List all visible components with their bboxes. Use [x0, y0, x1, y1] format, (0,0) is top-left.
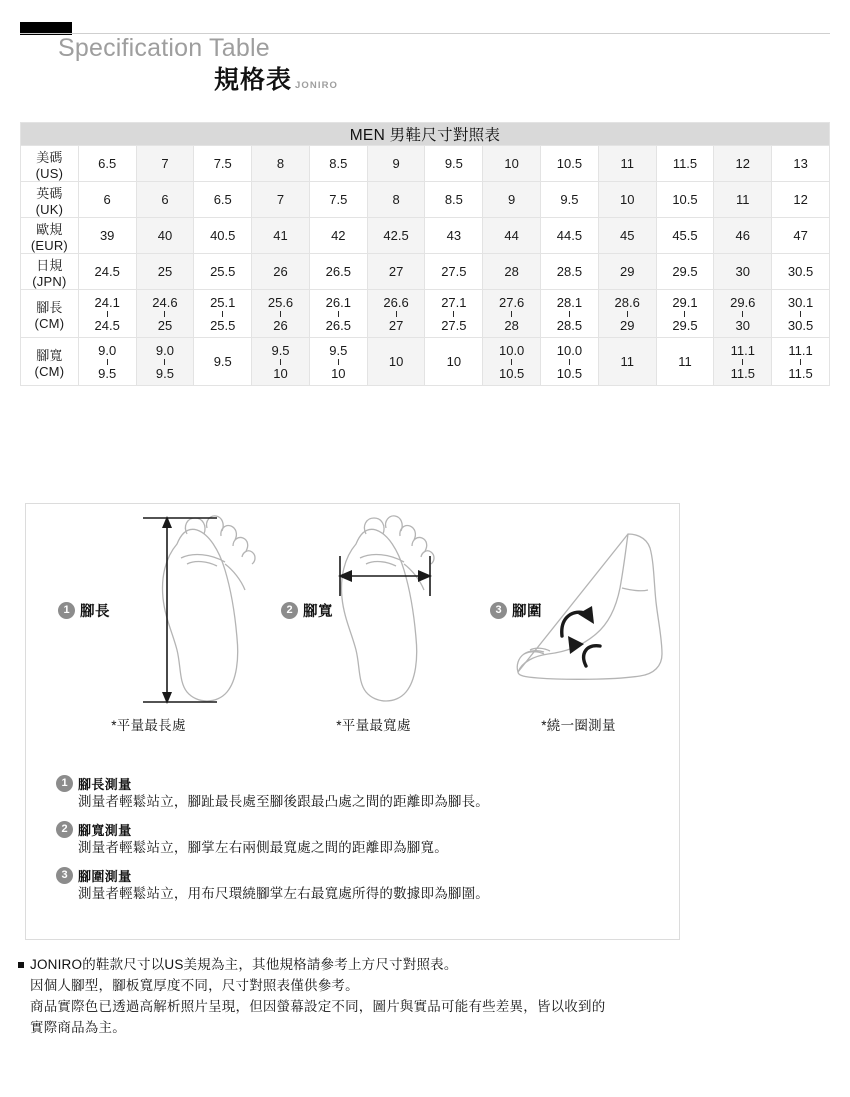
row-label-英碼: [21, 182, 79, 218]
table-cell: [772, 218, 830, 254]
range-value: [79, 296, 136, 332]
cell-value: 25: [157, 264, 173, 279]
instruction-1-title: 腳長測量: [78, 777, 132, 792]
table-cell: [425, 290, 483, 338]
cell-value: 10: [504, 156, 519, 171]
panel-2-note: *平量最寬處: [336, 718, 411, 733]
cell-value: 11: [620, 156, 634, 171]
footer-note-primary: [18, 955, 838, 976]
cell-value: 6: [161, 192, 169, 207]
cell-value: 12: [793, 192, 808, 207]
cell-value: 44: [504, 228, 519, 243]
cell-value: 28: [504, 264, 519, 279]
range-dash-icon: [164, 359, 165, 365]
table-cell: [194, 338, 252, 386]
row-label-unit: (EUR): [30, 237, 68, 253]
row-label-text: 腳長 (CM): [34, 299, 65, 331]
table-cell: [252, 218, 310, 254]
range-min: 28.1: [556, 294, 583, 310]
page-title-zh: 規格表: [214, 66, 293, 94]
range-max: 25.5: [210, 317, 236, 333]
table-cell: [598, 146, 656, 182]
table-cell: [772, 254, 830, 290]
table-row: [21, 218, 830, 254]
cell-value: 11: [678, 354, 692, 369]
table-cell: [194, 146, 252, 182]
row-label-歐規: [21, 218, 79, 254]
cell-value: 10.5: [556, 156, 583, 171]
cell-value: 30.5: [787, 264, 814, 279]
brand-logo-text: JONIRO: [295, 80, 339, 91]
table-cell: [598, 218, 656, 254]
table-cell: [598, 338, 656, 386]
instruction-2-badge: 2: [56, 821, 73, 838]
cell-value: 44.5: [556, 228, 583, 243]
table-cell: [598, 290, 656, 338]
range-max: 24.5: [94, 317, 120, 333]
table-caption: MEN 男鞋尺寸對照表: [21, 123, 830, 146]
size-table: [20, 122, 830, 386]
cell-value: 26.5: [325, 264, 351, 279]
cell-value: 12: [735, 156, 750, 171]
instruction-item: [56, 866, 666, 903]
diagram-panel-foot-width: [271, 504, 476, 733]
range-max: 26: [273, 317, 288, 333]
range-min: 29.1: [672, 294, 698, 310]
range-dash-icon: [800, 359, 801, 365]
cell-value: 42: [331, 228, 346, 243]
row-label-unit: (UK): [35, 201, 64, 217]
range-dash-icon: [742, 311, 743, 317]
diagram-panels: [26, 504, 679, 733]
cell-value: 10.5: [672, 192, 698, 207]
range-value: [252, 296, 309, 332]
cell-value: 26: [273, 264, 288, 279]
row-label-unit: (JPN): [32, 273, 67, 289]
table-row: [21, 290, 830, 338]
range-min: 9.0: [98, 342, 117, 358]
footer-note-line-4: 實際商品為主。: [30, 1019, 126, 1035]
table-cell: [136, 338, 194, 386]
table-cell: [714, 338, 772, 386]
range-max: 30.5: [787, 317, 814, 333]
range-max: 9.5: [155, 365, 174, 381]
cell-value: 8.5: [329, 156, 348, 171]
range-dash-icon: [511, 311, 512, 317]
range-min: 10.0: [498, 342, 525, 358]
panel-1-label-group: [58, 600, 110, 621]
page-header: [0, 0, 850, 108]
table-cell: [367, 182, 425, 218]
table-cell: [78, 338, 136, 386]
range-max: 28.5: [556, 317, 583, 333]
range-dash-icon: [280, 359, 281, 365]
cell-value: 9.5: [560, 192, 579, 207]
table-cell: [136, 146, 194, 182]
table-cell: [425, 218, 483, 254]
range-dash-icon: [396, 311, 397, 317]
panel-3-note: *繞一圈測量: [541, 718, 616, 733]
table-cell: [714, 254, 772, 290]
table-cell: [598, 254, 656, 290]
measurement-instructions: [56, 774, 666, 912]
range-max: 27.5: [441, 317, 467, 333]
table-cell: [541, 146, 599, 182]
range-min: 10.0: [556, 342, 583, 358]
table-cell: [656, 218, 714, 254]
table-cell: [483, 182, 541, 218]
range-max: 10: [273, 365, 288, 381]
table-cell: [252, 146, 310, 182]
cell-value: 7: [161, 156, 169, 171]
table-cell: [309, 182, 367, 218]
table-cell: [656, 182, 714, 218]
range-dash-icon: [453, 311, 454, 317]
footer-note-line-1: JONIRO的鞋款尺寸以US美規為主，其他規格請參考上方尺寸對照表。: [30, 957, 458, 972]
range-min: 26.1: [325, 294, 351, 310]
range-dash-icon: [627, 311, 628, 317]
table-cell: [541, 254, 599, 290]
cell-value: 7.5: [213, 156, 232, 171]
cell-value: 8: [276, 156, 285, 171]
table-cell: [714, 218, 772, 254]
cell-value: 43: [446, 228, 462, 243]
table-cell: [541, 182, 599, 218]
range-min: 27.6: [498, 294, 525, 310]
table-cell: [309, 146, 367, 182]
instruction-1-body: 測量者輕鬆站立，腳趾最長處至腳後跟最凸處之間的距離即為腳長。: [78, 794, 489, 809]
range-min: 11.1: [730, 342, 755, 358]
panel-3-label: 腳圍: [512, 604, 542, 620]
cell-value: 40: [157, 228, 173, 243]
range-value: [772, 296, 829, 332]
cell-value: 29: [619, 264, 635, 279]
range-min: 27.1: [441, 294, 467, 310]
range-value: [194, 296, 251, 332]
cell-value: 10: [619, 192, 635, 207]
range-dash-icon: [107, 311, 108, 317]
table-cell: [309, 338, 367, 386]
row-label-日規: [21, 254, 79, 290]
table-cell: [656, 254, 714, 290]
range-dash-icon: [800, 311, 801, 317]
cell-value: 8: [392, 192, 400, 207]
instruction-heading: [56, 774, 666, 793]
table-cell: [136, 290, 194, 338]
table-cell: [483, 338, 541, 386]
table-cell: [772, 182, 830, 218]
cell-value: 40.5: [210, 228, 236, 243]
cell-value: 39: [99, 228, 115, 243]
panel-1-label: 腳長: [80, 604, 110, 620]
range-min: 9.0: [155, 342, 174, 358]
range-value: [541, 296, 598, 332]
range-dash-icon: [338, 359, 339, 365]
instruction-heading: [56, 866, 666, 885]
instruction-3-body: 測量者輕鬆站立，用布尺環繞腳掌左右最寬處所得的數據即為腳圍。: [78, 885, 489, 901]
row-label-unit: (CM): [34, 363, 65, 379]
cell-value: 45.5: [672, 228, 698, 243]
range-max: 29.5: [672, 317, 698, 333]
table-row: [21, 182, 830, 218]
square-bullet-icon: [18, 962, 24, 968]
instruction-item: [56, 774, 666, 811]
cell-value: 6: [103, 192, 111, 207]
table-cell: [425, 338, 483, 386]
cell-value: 27: [388, 264, 404, 279]
table-cell: [136, 254, 194, 290]
table-cell: [309, 218, 367, 254]
table-row: [21, 146, 830, 182]
cell-value: 7: [276, 192, 285, 207]
diagram-panel-foot-length: [26, 504, 271, 733]
measurement-diagram-box: [25, 503, 680, 940]
table-caption-row: [21, 123, 830, 146]
range-max: 10: [331, 365, 346, 381]
range-value: [368, 296, 425, 332]
table-cell: [367, 338, 425, 386]
panel-1-badge: 1: [58, 602, 75, 619]
table-cell: [772, 146, 830, 182]
table-cell: [483, 218, 541, 254]
range-dash-icon: [569, 311, 570, 317]
panel-3-badge: 3: [490, 602, 507, 619]
instruction-3-title: 腳圍測量: [78, 868, 132, 884]
cell-value: 13: [793, 156, 808, 171]
range-value: [483, 344, 540, 380]
cell-value: 28.5: [556, 264, 583, 279]
range-min: 9.5: [329, 342, 348, 358]
cell-value: 11: [620, 354, 634, 369]
table-cell: [772, 290, 830, 338]
row-label-腳寬: [21, 338, 79, 386]
range-min: 25.6: [267, 294, 294, 310]
table-cell: [714, 182, 772, 218]
page-title-zh-group: [214, 68, 338, 93]
range-value: [657, 296, 714, 332]
cell-value: 9: [392, 156, 400, 171]
row-label-text: 腳寬 (CM): [34, 347, 65, 379]
table-cell: [714, 290, 772, 338]
range-max: 26.5: [325, 317, 351, 333]
table-cell: [483, 146, 541, 182]
range-max: 27: [388, 317, 404, 333]
table-cell: [541, 290, 599, 338]
range-value: [541, 344, 598, 380]
range-max: 30: [735, 317, 750, 333]
table-cell: [136, 218, 194, 254]
table-cell: [541, 338, 599, 386]
footprint-length-icon: [121, 504, 271, 714]
range-min: 29.6: [730, 294, 756, 310]
range-dash-icon: [684, 311, 685, 317]
row-label-text: 日規 (JPN): [32, 257, 67, 289]
range-min: 9.5: [271, 342, 290, 358]
table-cell: [656, 290, 714, 338]
range-max: 29: [619, 317, 635, 333]
range-min: 25.1: [210, 294, 236, 310]
range-min: 26.6: [383, 294, 409, 310]
footer-note-line-3: 商品實際色已透過高解析照片呈現，但因螢幕設定不同，圖片與實品可能有些差異，皆以收到的: [30, 998, 606, 1014]
row-label-腳長: [21, 290, 79, 338]
range-value: [310, 296, 367, 332]
panel-1-note: *平量最長處: [111, 718, 186, 733]
range-max: 11.5: [730, 365, 755, 381]
cell-value: 9.5: [213, 354, 232, 369]
table-cell: [252, 182, 310, 218]
range-max: 9.5: [98, 365, 117, 381]
range-value: [599, 296, 656, 332]
cell-value: 6.5: [98, 156, 117, 171]
table-cell: [483, 290, 541, 338]
range-value: [714, 296, 771, 332]
range-min: 24.6: [152, 294, 178, 310]
row-label-text: 歐規 (EUR): [30, 221, 68, 253]
table-cell: [252, 338, 310, 386]
range-value: [425, 296, 482, 332]
cell-value: 45: [619, 228, 635, 243]
cell-value: 25.5: [210, 264, 236, 279]
range-max: 28: [504, 317, 519, 333]
instruction-1-badge: 1: [56, 775, 73, 792]
table-cell: [194, 290, 252, 338]
table-cell: [367, 146, 425, 182]
table-cell: [194, 254, 252, 290]
footprint-width-icon: [326, 504, 456, 714]
range-min: 30.1: [787, 294, 814, 310]
table-cell: [136, 182, 194, 218]
table-cell: [367, 290, 425, 338]
range-value: [772, 344, 829, 380]
table-cell: [78, 218, 136, 254]
range-dash-icon: [742, 359, 743, 365]
diagram-panel-foot-girth: [476, 504, 681, 733]
table-cell: [656, 338, 714, 386]
cell-value: 10: [446, 354, 462, 369]
cell-value: 27.5: [441, 264, 467, 279]
cell-value: 29.5: [672, 264, 698, 279]
table-row: [21, 254, 830, 290]
cell-value: 6.5: [213, 192, 232, 207]
instruction-2-title: 腳寬測量: [78, 822, 132, 838]
row-label-美碼: [21, 146, 79, 182]
cell-value: 24.5: [94, 264, 120, 279]
table-cell: [425, 146, 483, 182]
panel-2-label: 腳寬: [303, 604, 333, 620]
range-min: 11.1: [788, 342, 813, 358]
row-label-unit: (US): [35, 165, 64, 181]
table-cell: [367, 218, 425, 254]
range-dash-icon: [569, 359, 570, 365]
table-cell: [714, 146, 772, 182]
cell-value: 41: [273, 228, 288, 243]
instruction-heading: [56, 820, 666, 839]
table-cell: [252, 254, 310, 290]
footer-notes: [18, 955, 838, 1039]
table-cell: [425, 254, 483, 290]
panel-3-label-group: [490, 600, 542, 621]
table-cell: [252, 290, 310, 338]
range-max: 10.5: [498, 365, 525, 381]
range-value: [137, 344, 194, 380]
range-dash-icon: [338, 311, 339, 317]
range-dash-icon: [511, 359, 512, 365]
range-value: [252, 344, 309, 380]
table-cell: [194, 182, 252, 218]
range-dash-icon: [164, 311, 165, 317]
cell-value: 42.5: [383, 228, 409, 243]
cell-value: 11.5: [672, 156, 698, 171]
instruction-2-body: 測量者輕鬆站立，腳掌左右兩側最寬處之間的距離即為腳寬。: [78, 839, 448, 855]
table-cell: [656, 146, 714, 182]
range-max: 11.5: [788, 365, 813, 381]
range-dash-icon: [107, 359, 108, 365]
panel-2-label-group: [281, 600, 333, 621]
instruction-item: [56, 820, 666, 857]
page-title-en: Specification Table: [58, 34, 270, 62]
cell-value: 9: [508, 192, 516, 207]
table-cell: [78, 182, 136, 218]
cell-value: 7.5: [329, 192, 348, 207]
cell-value: 8.5: [444, 192, 463, 207]
row-label-unit: (CM): [34, 315, 65, 331]
range-value: [137, 296, 194, 332]
range-dash-icon: [280, 311, 281, 317]
table-cell: [598, 182, 656, 218]
range-value: [714, 344, 771, 380]
table-cell: [78, 254, 136, 290]
range-value: [310, 344, 367, 380]
table-row: [21, 338, 830, 386]
table-cell: [483, 254, 541, 290]
table-cell: [309, 254, 367, 290]
row-label-text: 英碼 (UK): [35, 185, 64, 217]
panel-2-badge: 2: [281, 602, 298, 619]
cell-value: 10: [388, 354, 404, 369]
table-cell: [541, 218, 599, 254]
table-cell: [367, 254, 425, 290]
table-cell: [425, 182, 483, 218]
range-min: 28.6: [614, 294, 640, 310]
size-table-container: [20, 122, 830, 386]
table-cell: [78, 146, 136, 182]
cell-value: 47: [793, 228, 808, 243]
range-value: [79, 344, 136, 380]
table-cell: [772, 338, 830, 386]
footer-note-line-2: 因個人腳型，腳板寬厚度不同，尺寸對照表僅供參考。: [30, 977, 359, 993]
cell-value: 11: [736, 192, 750, 207]
cell-value: 46: [735, 228, 750, 243]
range-max: 25: [157, 317, 173, 333]
cell-value: 30: [735, 264, 750, 279]
table-cell: [194, 218, 252, 254]
range-min: 24.1: [94, 294, 120, 310]
cell-value: 9.5: [444, 156, 463, 171]
row-label-text: 美碼 (US): [35, 149, 64, 181]
table-cell: [309, 290, 367, 338]
range-value: [483, 296, 540, 332]
range-dash-icon: [222, 311, 223, 317]
range-max: 10.5: [556, 365, 583, 381]
instruction-3-badge: 3: [56, 867, 73, 884]
table-cell: [78, 290, 136, 338]
